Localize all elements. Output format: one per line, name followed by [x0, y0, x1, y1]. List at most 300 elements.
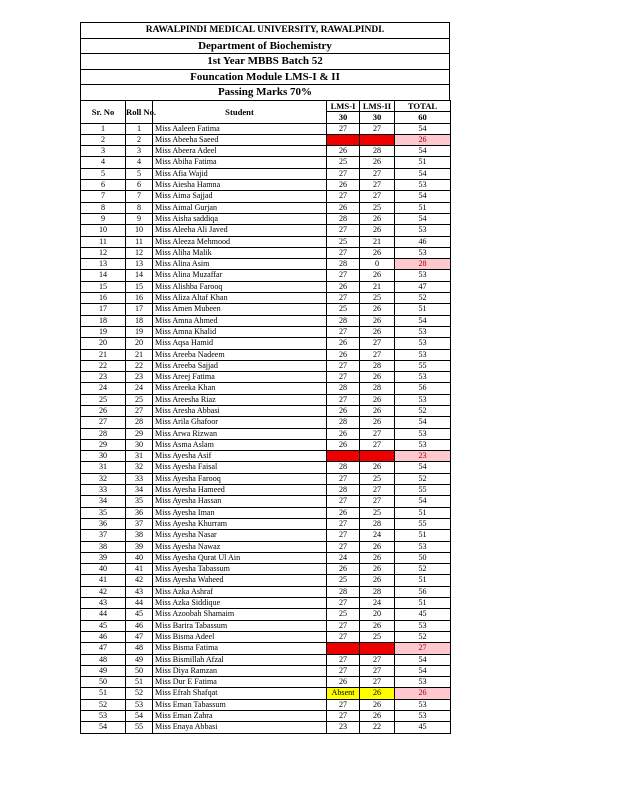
- total-score-cell: 28: [395, 259, 451, 270]
- table-row: [81, 586, 451, 597]
- lms2-score-cell: 27: [360, 654, 395, 665]
- lms1-score-cell: 28: [327, 315, 360, 326]
- sr-no-cell: 53: [81, 711, 126, 722]
- total-score-cell: 23: [395, 451, 451, 462]
- roll-no-cell: 54: [126, 711, 153, 722]
- roll-no-cell: 37: [126, 518, 153, 529]
- roll-no-cell: 4: [126, 157, 153, 168]
- table-row: [81, 665, 451, 676]
- total-score-cell: 53: [395, 541, 451, 552]
- table-row: [81, 360, 451, 371]
- total-score-cell: 53: [395, 372, 451, 383]
- student-name-cell: Miss Aaleen Fatima: [153, 123, 327, 134]
- lms1-score-cell: 25: [327, 575, 360, 586]
- lms1-score-cell: 27: [327, 711, 360, 722]
- lms1-score-cell: [327, 643, 360, 654]
- roll-no-cell: 30: [126, 439, 153, 450]
- lms2-score-cell: 28: [360, 383, 395, 394]
- student-name-cell: Miss Barira Tabassum: [153, 620, 327, 631]
- sr-no-cell: 30: [81, 451, 126, 462]
- lms2-score-cell: 26: [360, 620, 395, 631]
- roll-no-cell: 46: [126, 620, 153, 631]
- lms2-score-cell: 26: [360, 541, 395, 552]
- lms1-score-cell: 27: [327, 372, 360, 383]
- lms1-score-cell: 28: [327, 213, 360, 224]
- sr-no-cell: 49: [81, 665, 126, 676]
- lms1-score-cell: 28: [327, 383, 360, 394]
- lms2-score-cell: 27: [360, 439, 395, 450]
- sr-no-cell: 40: [81, 564, 126, 575]
- module-title: Founcation Module LMS-I & II: [80, 69, 450, 85]
- lms1-score-cell: 27: [327, 123, 360, 134]
- student-name-cell: Miss Alina Asim: [153, 259, 327, 270]
- student-name-cell: Miss Ayesha Tabassum: [153, 564, 327, 575]
- student-name-cell: Miss Abeera Adeel: [153, 146, 327, 157]
- student-name-cell: Miss Bisma Adeel: [153, 631, 327, 642]
- sr-no-cell: 25: [81, 394, 126, 405]
- total-score-cell: 53: [395, 338, 451, 349]
- header-lms1-max: 30: [327, 112, 360, 123]
- table-row: [81, 552, 451, 563]
- roll-no-cell: 28: [126, 417, 153, 428]
- table-row: [81, 417, 451, 428]
- total-score-cell: 54: [395, 191, 451, 202]
- sr-no-cell: 50: [81, 677, 126, 688]
- table-row: [81, 326, 451, 337]
- header-roll-no: Roll No.: [126, 100, 153, 123]
- sr-no-cell: 8: [81, 202, 126, 213]
- lms2-score-cell: 26: [360, 405, 395, 416]
- lms1-score-cell: 26: [327, 677, 360, 688]
- lms1-score-cell: 27: [327, 518, 360, 529]
- table-row: [81, 180, 451, 191]
- header-lms2-max: 30: [360, 112, 395, 123]
- total-score-cell: 53: [395, 349, 451, 360]
- total-score-cell: 26: [395, 134, 451, 145]
- table-row: [81, 134, 451, 145]
- table-row: [81, 654, 451, 665]
- sr-no-cell: 42: [81, 586, 126, 597]
- sr-no-cell: 46: [81, 631, 126, 642]
- lms1-score-cell: 26: [327, 507, 360, 518]
- roll-no-cell: 51: [126, 677, 153, 688]
- header-student: Student: [153, 100, 327, 123]
- student-name-cell: Miss Eman Zahra: [153, 711, 327, 722]
- student-name-cell: Miss Amen Mubeen: [153, 304, 327, 315]
- sr-no-cell: 44: [81, 609, 126, 620]
- student-name-cell: Miss Ayesha Qurat Ul Ain: [153, 552, 327, 563]
- total-score-cell: 53: [395, 428, 451, 439]
- lms2-score-cell: [360, 451, 395, 462]
- lms1-score-cell: 27: [327, 496, 360, 507]
- student-name-cell: Miss Ayesha Hameed: [153, 485, 327, 496]
- sr-no-cell: 10: [81, 225, 126, 236]
- roll-no-cell: 36: [126, 507, 153, 518]
- student-name-cell: Miss Dur E Fatima: [153, 677, 327, 688]
- total-score-cell: 53: [395, 180, 451, 191]
- lms1-score-cell: 26: [327, 338, 360, 349]
- sr-no-cell: 29: [81, 439, 126, 450]
- student-name-cell: Miss Aimal Gurjan: [153, 202, 327, 213]
- lms1-score-cell: 25: [327, 304, 360, 315]
- sr-no-cell: 2: [81, 134, 126, 145]
- student-name-cell: Miss Ayesha Hassan: [153, 496, 327, 507]
- total-score-cell: 54: [395, 213, 451, 224]
- lms1-score-cell: 27: [327, 360, 360, 371]
- roll-no-cell: 6: [126, 180, 153, 191]
- lms2-score-cell: 26: [360, 372, 395, 383]
- sr-no-cell: 16: [81, 293, 126, 304]
- sr-no-cell: 17: [81, 304, 126, 315]
- student-name-cell: Miss Aleeza Mehmood: [153, 236, 327, 247]
- roll-no-cell: 3: [126, 146, 153, 157]
- lms2-score-cell: 26: [360, 315, 395, 326]
- lms2-score-cell: 21: [360, 281, 395, 292]
- roll-no-cell: 34: [126, 485, 153, 496]
- total-score-cell: 53: [395, 620, 451, 631]
- sr-no-cell: 22: [81, 360, 126, 371]
- total-score-cell: 47: [395, 281, 451, 292]
- table-row: [81, 372, 451, 383]
- table-row: [81, 609, 451, 620]
- lms2-score-cell: 25: [360, 293, 395, 304]
- table-row: [81, 688, 451, 699]
- table-row: [81, 541, 451, 552]
- lms2-score-cell: 25: [360, 473, 395, 484]
- lms1-score-cell: 28: [327, 259, 360, 270]
- sr-no-cell: 15: [81, 281, 126, 292]
- sr-no-cell: 31: [81, 462, 126, 473]
- lms1-score-cell: 23: [327, 722, 360, 733]
- lms1-score-cell: 28: [327, 462, 360, 473]
- total-score-cell: 53: [395, 225, 451, 236]
- total-score-cell: 54: [395, 168, 451, 179]
- roll-no-cell: 48: [126, 643, 153, 654]
- sr-no-cell: 7: [81, 191, 126, 202]
- total-score-cell: 54: [395, 123, 451, 134]
- lms2-score-cell: 21: [360, 236, 395, 247]
- roll-no-cell: 18: [126, 315, 153, 326]
- lms2-score-cell: 25: [360, 631, 395, 642]
- lms1-score-cell: 26: [327, 564, 360, 575]
- roll-no-cell: 38: [126, 530, 153, 541]
- lms1-score-cell: [327, 451, 360, 462]
- total-score-cell: 54: [395, 462, 451, 473]
- roll-no-cell: 22: [126, 360, 153, 371]
- table-row: [81, 281, 451, 292]
- roll-no-cell: 16: [126, 293, 153, 304]
- sr-no-cell: 24: [81, 383, 126, 394]
- table-row: [81, 518, 451, 529]
- lms2-score-cell: 27: [360, 665, 395, 676]
- roll-no-cell: 23: [126, 372, 153, 383]
- result-sheet: [80, 22, 450, 734]
- table-row: [81, 168, 451, 179]
- roll-no-cell: 27: [126, 405, 153, 416]
- student-name-cell: Miss Afia Wajid: [153, 168, 327, 179]
- table-row: [81, 202, 451, 213]
- lms2-score-cell: 28: [360, 360, 395, 371]
- student-name-cell: Miss Areeka Khan: [153, 383, 327, 394]
- lms2-score-cell: 27: [360, 485, 395, 496]
- sr-no-cell: 43: [81, 598, 126, 609]
- student-name-cell: Miss Diya Ramzan: [153, 665, 327, 676]
- student-name-cell: Miss Efrah Shafqat: [153, 688, 327, 699]
- table-row: [81, 677, 451, 688]
- lms1-score-cell: 26: [327, 439, 360, 450]
- batch-title: 1st Year MBBS Batch 52: [80, 53, 450, 69]
- lms1-score-cell: 27: [327, 326, 360, 337]
- lms1-score-cell: 27: [327, 473, 360, 484]
- header-lms1: LMS-I: [327, 100, 360, 111]
- lms2-score-cell: 26: [360, 326, 395, 337]
- roll-no-cell: 7: [126, 191, 153, 202]
- sr-no-cell: 4: [81, 157, 126, 168]
- roll-no-cell: 2: [126, 134, 153, 145]
- sr-no-cell: 38: [81, 541, 126, 552]
- roll-no-cell: 55: [126, 722, 153, 733]
- header-lms2: LMS-II: [360, 100, 395, 111]
- total-score-cell: 51: [395, 598, 451, 609]
- total-score-cell: 26: [395, 688, 451, 699]
- roll-no-cell: 1: [126, 123, 153, 134]
- total-score-cell: 53: [395, 326, 451, 337]
- student-name-cell: Miss Amna Ahmed: [153, 315, 327, 326]
- student-name-cell: Miss Aliza Altaf Khan: [153, 293, 327, 304]
- table-row: [81, 462, 451, 473]
- student-name-cell: Miss Aliha Malik: [153, 247, 327, 258]
- lms1-score-cell: 24: [327, 552, 360, 563]
- sr-no-cell: 13: [81, 259, 126, 270]
- lms1-score-cell: 27: [327, 598, 360, 609]
- lms2-score-cell: 26: [360, 417, 395, 428]
- table-row: [81, 507, 451, 518]
- total-score-cell: 53: [395, 711, 451, 722]
- total-score-cell: 53: [395, 677, 451, 688]
- total-score-cell: 52: [395, 564, 451, 575]
- roll-no-cell: 14: [126, 270, 153, 281]
- sr-no-cell: 41: [81, 575, 126, 586]
- lms2-score-cell: 26: [360, 157, 395, 168]
- table-row: [81, 213, 451, 224]
- results-body: [81, 123, 451, 733]
- table-row: [81, 191, 451, 202]
- roll-no-cell: 47: [126, 631, 153, 642]
- lms2-score-cell: 27: [360, 428, 395, 439]
- total-score-cell: 45: [395, 609, 451, 620]
- header-total-max: 60: [395, 112, 451, 123]
- total-score-cell: 56: [395, 586, 451, 597]
- roll-no-cell: 44: [126, 598, 153, 609]
- lms2-score-cell: 26: [360, 304, 395, 315]
- sr-no-cell: 27: [81, 417, 126, 428]
- table-row: [81, 496, 451, 507]
- lms1-score-cell: 26: [327, 349, 360, 360]
- sr-no-cell: 48: [81, 654, 126, 665]
- table-row: [81, 575, 451, 586]
- table-row: [81, 722, 451, 733]
- lms2-score-cell: 26: [360, 688, 395, 699]
- student-name-cell: Miss Ayesha Faisal: [153, 462, 327, 473]
- lms2-score-cell: 27: [360, 349, 395, 360]
- student-name-cell: Miss Ayesha Nasar: [153, 530, 327, 541]
- total-score-cell: 54: [395, 315, 451, 326]
- student-name-cell: Miss Ayesha Nawaz: [153, 541, 327, 552]
- table-row: [81, 711, 451, 722]
- department-title: Department of Biochemistry: [80, 38, 450, 54]
- sr-no-cell: 37: [81, 530, 126, 541]
- sr-no-cell: 34: [81, 496, 126, 507]
- roll-no-cell: 40: [126, 552, 153, 563]
- table-row: [81, 598, 451, 609]
- student-name-cell: Miss Alina Muzaffar: [153, 270, 327, 281]
- table-row: [81, 146, 451, 157]
- student-name-cell: Miss Eman Tabassum: [153, 699, 327, 710]
- lms2-score-cell: 27: [360, 191, 395, 202]
- table-row: [81, 349, 451, 360]
- lms2-score-cell: 26: [360, 462, 395, 473]
- table-row: [81, 473, 451, 484]
- student-name-cell: Miss Bisma Fatima: [153, 643, 327, 654]
- sr-no-cell: 11: [81, 236, 126, 247]
- student-name-cell: Miss Azoobah Shamaim: [153, 609, 327, 620]
- table-row: [81, 405, 451, 416]
- sr-no-cell: 23: [81, 372, 126, 383]
- lms2-score-cell: 27: [360, 496, 395, 507]
- lms1-score-cell: 26: [327, 202, 360, 213]
- total-score-cell: 53: [395, 394, 451, 405]
- table-row: [81, 123, 451, 134]
- sr-no-cell: 19: [81, 326, 126, 337]
- roll-no-cell: 35: [126, 496, 153, 507]
- roll-no-cell: 52: [126, 688, 153, 699]
- table-row: [81, 485, 451, 496]
- header-total: TOTAL: [395, 100, 451, 111]
- lms2-score-cell: 27: [360, 123, 395, 134]
- roll-no-cell: 13: [126, 259, 153, 270]
- roll-no-cell: 11: [126, 236, 153, 247]
- total-score-cell: 46: [395, 236, 451, 247]
- sr-no-cell: 54: [81, 722, 126, 733]
- header-sr-no: Sr. No: [81, 100, 126, 123]
- student-name-cell: Miss Amna Khalid: [153, 326, 327, 337]
- sr-no-cell: 45: [81, 620, 126, 631]
- lms1-score-cell: 27: [327, 620, 360, 631]
- sr-no-cell: 52: [81, 699, 126, 710]
- lms2-score-cell: [360, 134, 395, 145]
- sr-no-cell: 21: [81, 349, 126, 360]
- passing-marks-title: Passing Marks 70%: [80, 84, 450, 100]
- sr-no-cell: 39: [81, 552, 126, 563]
- lms2-score-cell: 26: [360, 711, 395, 722]
- student-name-cell: Miss Azka Siddique: [153, 598, 327, 609]
- student-name-cell: Miss Alishba Farooq: [153, 281, 327, 292]
- lms2-score-cell: 26: [360, 270, 395, 281]
- lms2-score-cell: 0: [360, 259, 395, 270]
- table-row: [81, 394, 451, 405]
- roll-no-cell: 45: [126, 609, 153, 620]
- total-score-cell: 45: [395, 722, 451, 733]
- sr-no-cell: 5: [81, 168, 126, 179]
- table-row: [81, 247, 451, 258]
- lms1-score-cell: 26: [327, 405, 360, 416]
- lms2-score-cell: 27: [360, 338, 395, 349]
- table-row: [81, 631, 451, 642]
- table-row: [81, 236, 451, 247]
- total-score-cell: 27: [395, 643, 451, 654]
- total-score-cell: 51: [395, 507, 451, 518]
- lms1-score-cell: 27: [327, 541, 360, 552]
- university-title: RAWALPINDI MEDICAL UNIVERSITY, RAWALPINDI.: [80, 22, 450, 38]
- sr-no-cell: 47: [81, 643, 126, 654]
- student-name-cell: Miss Arila Ghafoor: [153, 417, 327, 428]
- lms1-score-cell: 28: [327, 485, 360, 496]
- roll-no-cell: 24: [126, 383, 153, 394]
- student-name-cell: Miss Aima Sajjad: [153, 191, 327, 202]
- lms1-score-cell: 27: [327, 225, 360, 236]
- sr-no-cell: 12: [81, 247, 126, 258]
- student-name-cell: Miss Abeeha Saeed: [153, 134, 327, 145]
- lms2-score-cell: 26: [360, 225, 395, 236]
- lms2-score-cell: 28: [360, 586, 395, 597]
- total-score-cell: 53: [395, 699, 451, 710]
- roll-no-cell: 41: [126, 564, 153, 575]
- total-score-cell: 51: [395, 157, 451, 168]
- table-row: [81, 699, 451, 710]
- student-name-cell: Miss Aleeha Ali Javed: [153, 225, 327, 236]
- student-name-cell: Miss Aiesha Hamna: [153, 180, 327, 191]
- lms2-score-cell: 25: [360, 202, 395, 213]
- total-score-cell: 50: [395, 552, 451, 563]
- lms1-score-cell: 27: [327, 665, 360, 676]
- sr-no-cell: 6: [81, 180, 126, 191]
- roll-no-cell: 42: [126, 575, 153, 586]
- lms2-score-cell: 26: [360, 213, 395, 224]
- lms2-score-cell: 26: [360, 564, 395, 575]
- lms1-score-cell: 27: [327, 168, 360, 179]
- lms2-score-cell: 27: [360, 677, 395, 688]
- sr-no-cell: 14: [81, 270, 126, 281]
- student-name-cell: Miss Arwa Rizwan: [153, 428, 327, 439]
- roll-no-cell: 21: [126, 349, 153, 360]
- roll-no-cell: 20: [126, 338, 153, 349]
- lms1-score-cell: 26: [327, 146, 360, 157]
- lms2-score-cell: 25: [360, 507, 395, 518]
- total-score-cell: 54: [395, 146, 451, 157]
- lms1-score-cell: 27: [327, 247, 360, 258]
- roll-no-cell: 39: [126, 541, 153, 552]
- roll-no-cell: 43: [126, 586, 153, 597]
- lms1-score-cell: 27: [327, 631, 360, 642]
- lms2-score-cell: 26: [360, 247, 395, 258]
- lms2-score-cell: 28: [360, 146, 395, 157]
- student-name-cell: Miss Abiha Fatima: [153, 157, 327, 168]
- roll-no-cell: 12: [126, 247, 153, 258]
- total-score-cell: 51: [395, 530, 451, 541]
- table-row: [81, 270, 451, 281]
- sr-no-cell: 3: [81, 146, 126, 157]
- roll-no-cell: 49: [126, 654, 153, 665]
- roll-no-cell: 32: [126, 462, 153, 473]
- roll-no-cell: 25: [126, 394, 153, 405]
- lms2-score-cell: 26: [360, 394, 395, 405]
- lms1-score-cell: 28: [327, 417, 360, 428]
- lms1-score-cell: 27: [327, 699, 360, 710]
- student-name-cell: Miss Ayesha Farooq: [153, 473, 327, 484]
- total-score-cell: 52: [395, 473, 451, 484]
- student-name-cell: Miss Asma Aslam: [153, 439, 327, 450]
- student-name-cell: Miss Ayesha Khurram: [153, 518, 327, 529]
